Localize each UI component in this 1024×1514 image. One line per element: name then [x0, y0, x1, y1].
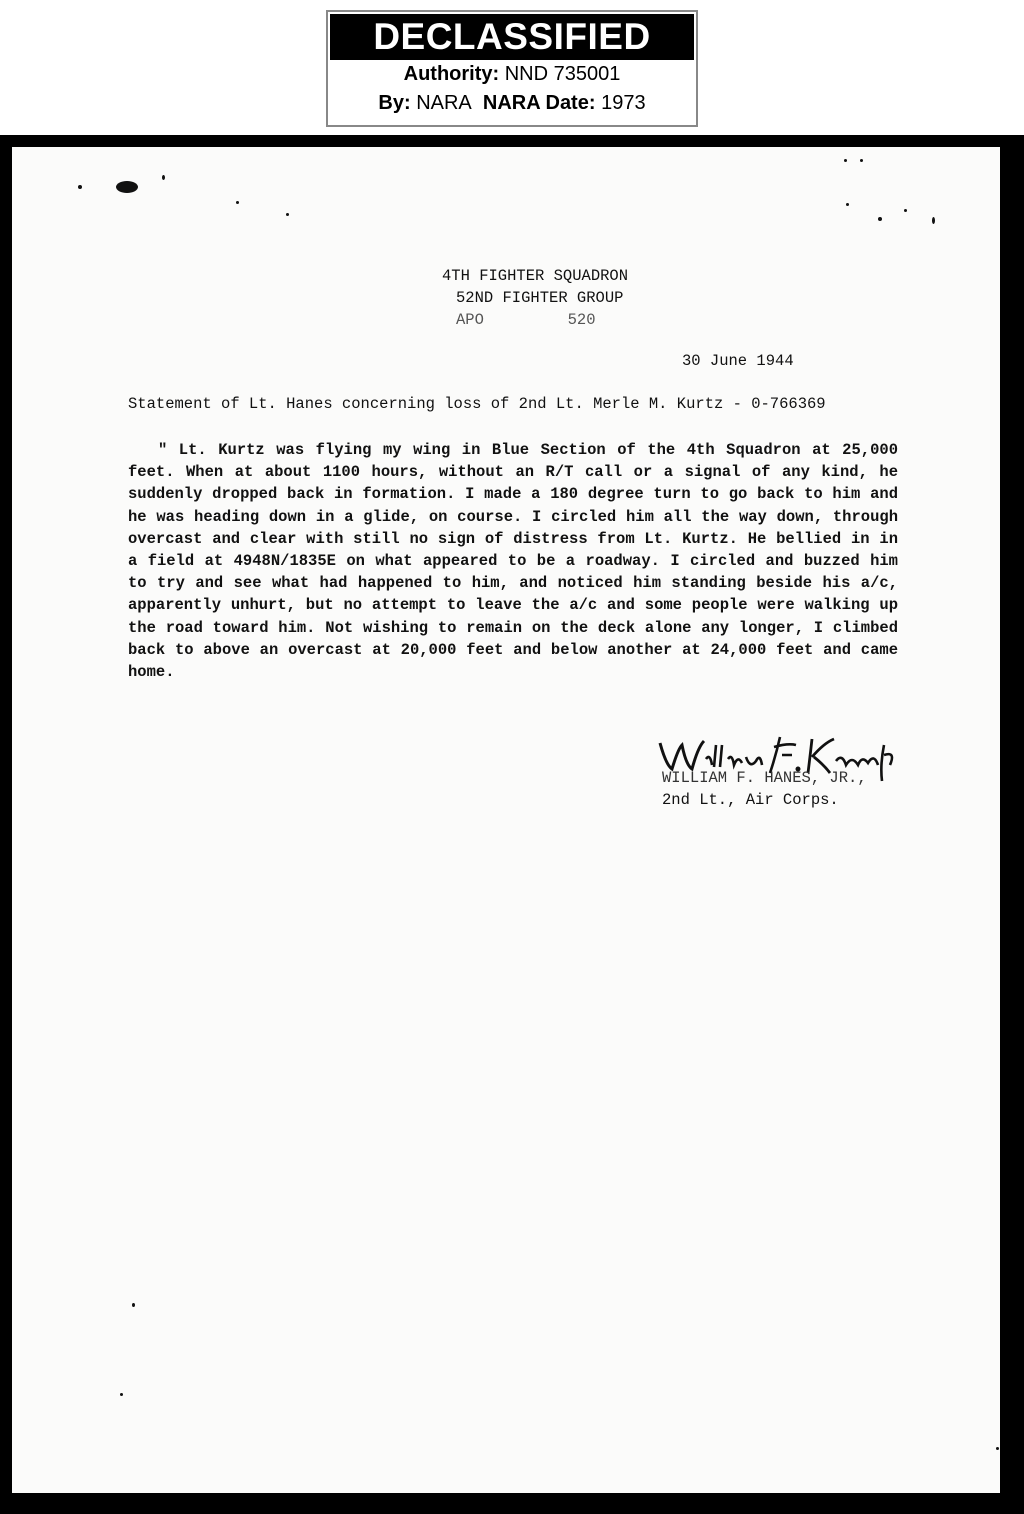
scan-speck — [162, 175, 165, 180]
scan-speck — [844, 159, 847, 162]
stamp-authority — [328, 60, 696, 89]
nara-date-label: NARA Date: — [482, 92, 596, 114]
stamp-title: DECLASSIFIED — [330, 14, 694, 60]
nara-date-value: 1973 — [601, 92, 646, 114]
letterhead-group: 52ND FIGHTER GROUP — [456, 289, 624, 307]
scan-speck — [120, 1393, 123, 1396]
scan-speck — [116, 181, 138, 193]
statement-paragraph: " Lt. Kurtz was flying my wing in Blue Section of the 4th Squadron at 25,000 feet. When at about 1100 hours, without an R/T call or a signal of any kind, he suddenly dropped back in formation. I made a 180 degree turn to go back to him and he was heading down in a glide, on course. I circled him all the way down, through overcast and clear with still no sign of distress from Lt. Kurtz. He bellied in in a field at 4948N/1835E on what appeared to be a roadway. I circled and buzzed him to try and see what had happened to him, and noticed him standing beside his a/c, apparently unhurt, but no attempt to leave the a/c and some people were walking up the road toward him. Not wishing to remain on the deck alone any longer, I climbed back to above an overcast at 20,000 feet and below another at 24,000 feet and came home. — [128, 441, 898, 682]
scan-speck — [860, 159, 863, 162]
letterhead-apo: APO 520 — [456, 311, 596, 329]
document-subject: Statement of Lt. Hanes concerning loss of 2nd Lt. Merle M. Kurtz - 0-766369 — [128, 395, 826, 413]
letterhead — [442, 265, 628, 331]
scan-speck — [78, 185, 82, 189]
document-date: 30 June 1944 — [682, 352, 794, 370]
statement-body — [128, 439, 898, 683]
stamp-by — [328, 89, 696, 118]
signature-rank: 2nd Lt., Air Corps. — [662, 791, 839, 809]
typed-signature-name: WILLIAM F. HANES, JR., — [662, 769, 867, 787]
scan-speck — [878, 217, 882, 221]
scan-speck — [996, 1447, 999, 1450]
scan-speck — [286, 213, 289, 216]
scan-speck — [236, 201, 239, 204]
letterhead-squadron: 4TH FIGHTER SQUADRON — [442, 267, 629, 285]
declassification-stamp — [326, 10, 698, 127]
document-paper — [12, 147, 1000, 1493]
scan-speck — [846, 203, 849, 206]
scan-speck — [904, 209, 907, 212]
scan-speck — [932, 217, 935, 224]
scan-speck — [132, 1303, 135, 1307]
authority-label: Authority: — [403, 63, 500, 85]
scanned-page-frame — [0, 135, 1024, 1514]
authority-value: NND 735001 — [504, 63, 621, 85]
by-label: By: — [378, 92, 411, 114]
by-value: NARA — [416, 92, 472, 114]
